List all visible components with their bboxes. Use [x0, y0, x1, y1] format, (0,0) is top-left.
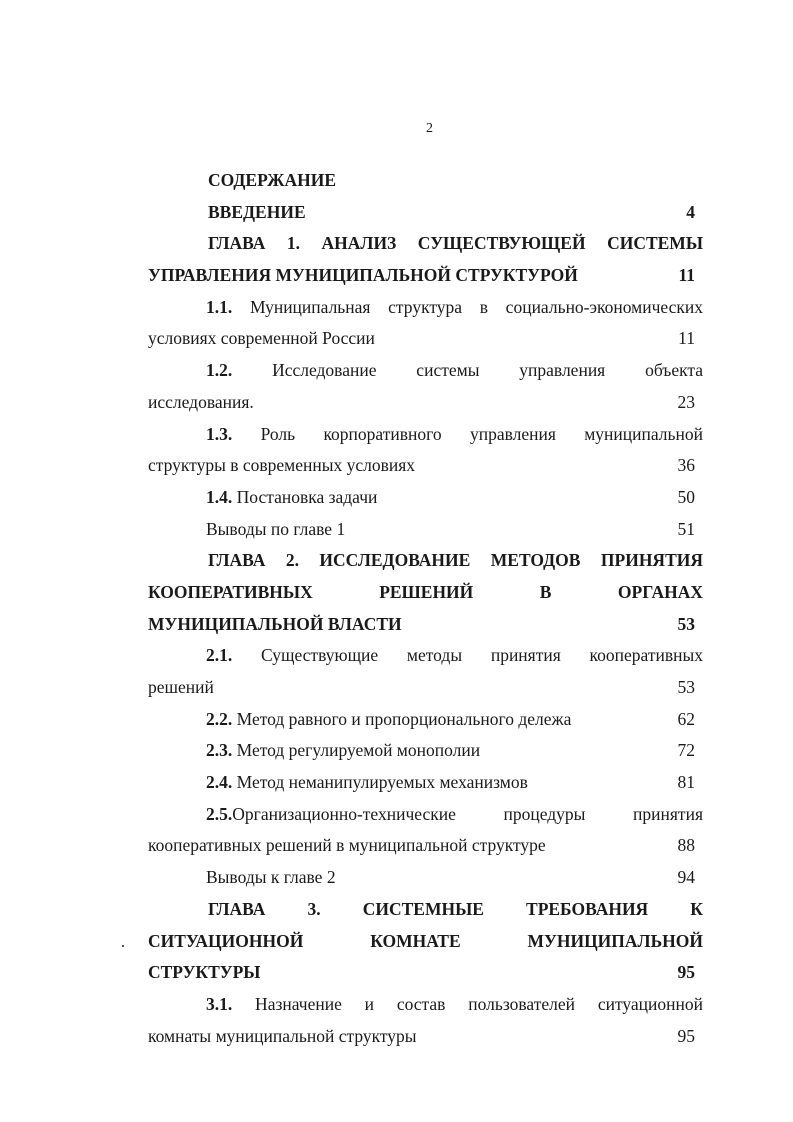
- chapter-2-conclusion: [148, 862, 703, 894]
- entry-page: 81: [677, 772, 695, 793]
- section-3-1-line-2: [148, 1021, 703, 1053]
- entry-page: 72: [677, 740, 695, 761]
- entry-label: МУНИЦИПАЛЬНОЙ ВЛАСТИ: [148, 613, 402, 634]
- section-title: Метод равного и пропорционального дележа: [232, 708, 572, 729]
- entry-label: УПРАВЛЕНИЯ МУНИЦИПАЛЬНОЙ СТРУКТУРОЙ: [148, 265, 578, 286]
- section-2-2: [148, 704, 703, 736]
- section-title: Назначение и состав пользователей ситуационной: [232, 993, 703, 1014]
- entry-label: решений: [148, 677, 214, 697]
- section-number: 1.2.: [206, 360, 233, 381]
- section-number: 2.3.: [206, 740, 233, 761]
- entry-label: [206, 767, 528, 799]
- table-of-contents: [148, 165, 703, 1052]
- entry-label: [206, 482, 377, 514]
- section-number: 3.1.: [206, 993, 233, 1014]
- entry-page: 88: [677, 835, 695, 856]
- entry-page: 50: [677, 486, 695, 507]
- entry-page: 62: [677, 708, 695, 729]
- chapter-3-heading-line-1: ГЛАВА 3. СИСТЕМНЫЕ ТРЕБОВАНИЯ К: [208, 898, 703, 919]
- section-2-5-line-2: [148, 830, 703, 862]
- entry-label: СТРУКТУРЫ: [148, 962, 261, 983]
- section-number: 1.3.: [206, 423, 233, 444]
- entry-page: 51: [677, 518, 695, 539]
- section-number: 1.4.: [206, 486, 233, 507]
- page-number: 2: [426, 121, 433, 136]
- section-title: Существующие методы принятия кооперативных: [232, 645, 703, 666]
- entry-label: Выводы по главе 1: [206, 518, 346, 539]
- section-title: Организационно-технические процедуры принятия: [232, 803, 703, 824]
- section-2-5-line-1: [148, 799, 703, 831]
- entry-page: 53: [677, 677, 695, 697]
- entry-label: комнаты муниципальной структуры: [148, 1025, 417, 1046]
- chapter-1-conclusion: [148, 514, 703, 546]
- toc-entry-introduction: [148, 197, 703, 229]
- section-title: Метод неманипулируемых механизмов: [232, 772, 528, 793]
- section-number: 2.5.: [206, 803, 233, 824]
- entry-page: 94: [677, 867, 695, 888]
- entry-label: [206, 735, 480, 767]
- chapter-3-heading-line-2: СИТУАЦИОННОЙ КОМНАТЕ МУНИЦИПАЛЬНОЙ: [148, 930, 703, 951]
- section-title: Роль корпоративного управления муниципальной: [232, 423, 703, 444]
- section-title: Исследование системы управления объекта: [232, 360, 703, 381]
- section-1-3-line-2: [148, 450, 703, 482]
- toc-title: СОДЕРЖАНИЕ: [208, 170, 337, 190]
- section-number: 2.1.: [206, 645, 233, 666]
- section-number: 2.4.: [206, 772, 233, 793]
- chapter-1-heading-line-2: [148, 260, 703, 292]
- entry-label: Выводы к главе 2: [206, 867, 336, 888]
- entry-page: 11: [678, 265, 695, 286]
- section-2-4: [148, 767, 703, 799]
- entry-page: 95: [677, 1025, 695, 1046]
- section-2-1-line-1: [148, 640, 703, 672]
- entry-label: условиях современной России: [148, 328, 375, 349]
- entry-page: 4: [686, 201, 695, 222]
- entry-label: структуры в современных условиях: [148, 455, 416, 476]
- section-title: Метод регулируемой монополии: [232, 740, 481, 761]
- chapter-2-heading-line-1: ГЛАВА 2. ИССЛЕДОВАНИЕ МЕТОДОВ ПРИНЯТИЯ: [208, 550, 703, 571]
- entry-page: 95: [677, 962, 695, 983]
- entry-page: 53: [677, 613, 695, 634]
- chapter-2-heading-line-2: КООПЕРАТИВНЫХ РЕШЕНИЙ В ОРГАНАХ: [148, 581, 703, 602]
- section-1-2-line-2: [148, 387, 703, 419]
- section-1-1-line-1: [148, 292, 703, 324]
- section-1-3-line-1: [148, 419, 703, 451]
- chapter-3-heading-line-3: [148, 957, 703, 989]
- entry-page: 23: [677, 391, 695, 412]
- section-number: 2.2.: [206, 708, 233, 729]
- section-1-1-line-2: [148, 323, 703, 355]
- entry-label: ВВЕДЕНИЕ: [208, 201, 306, 222]
- section-3-1-line-1: [148, 989, 703, 1021]
- entry-label: кооперативных решений в муниципальной структуре: [148, 835, 546, 856]
- entry-page: 11: [678, 328, 695, 349]
- scan-speck: [122, 945, 124, 947]
- entry-label: [206, 704, 571, 736]
- section-number: 1.1.: [206, 296, 233, 317]
- chapter-1-heading-line-1: ГЛАВА 1. АНАЛИЗ СУЩЕСТВУЮЩЕЙ СИСТЕМЫ: [208, 233, 703, 254]
- entry-page: 36: [677, 455, 695, 476]
- section-title: Постановка задачи: [232, 486, 378, 507]
- section-2-3: [148, 735, 703, 767]
- section-2-1-line-2: [148, 672, 703, 704]
- entry-label: исследования.: [148, 391, 254, 412]
- section-title: Муниципальная структура в социально-экономических: [232, 296, 703, 317]
- section-1-2-line-1: [148, 355, 703, 387]
- section-1-4: [148, 482, 703, 514]
- chapter-2-heading-line-3: [148, 609, 703, 641]
